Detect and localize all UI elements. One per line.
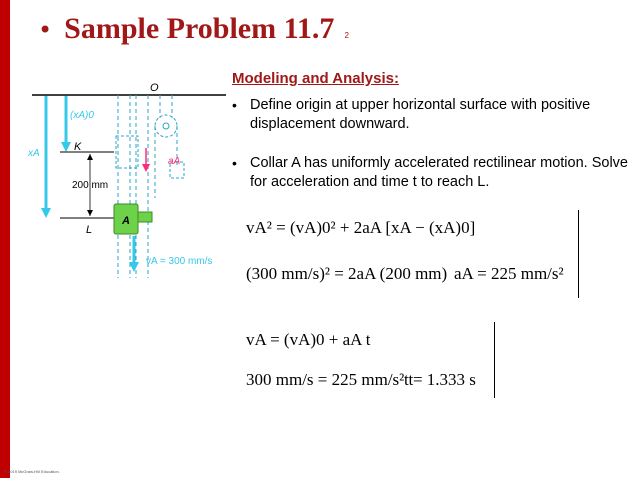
- label-aA: aA: [168, 156, 181, 167]
- bullet-2: [232, 154, 630, 192]
- equation-4-left: 300 mm/s = 225 mm/s² t: [246, 370, 414, 389]
- label-200mm: 200 mm: [72, 180, 109, 191]
- label-xA0: (xA)0: [70, 110, 94, 121]
- equation-divider-2: [494, 322, 495, 398]
- label-O: O: [150, 82, 159, 94]
- slide-number: 2: [344, 31, 349, 40]
- equation-4-right: t = 1.333 s: [404, 370, 476, 389]
- equation-2-left: (300 mm/s)² = 2aA (200 mm): [246, 264, 448, 283]
- bullet-2-text: Collar A has uniformly accelerated rectilinear motion. Solve for acceleration and time t to reach L.: [250, 155, 628, 190]
- bullet-1: [232, 96, 630, 134]
- collar-diagram: [30, 78, 260, 338]
- label-xA: xA: [28, 148, 40, 159]
- label-K: K: [74, 141, 82, 153]
- equation-2-right: aA = 225 mm/s²: [454, 264, 564, 283]
- title-row: [38, 12, 349, 60]
- equation-divider-1: [578, 210, 579, 298]
- label-vA: vA = 300 mm/s: [146, 256, 213, 267]
- slide-title: Sample Problem 11.7: [64, 12, 335, 45]
- label-A: A: [122, 215, 130, 227]
- section-heading: Modeling and Analysis:: [232, 70, 399, 87]
- equation-3: vA = (vA)0 + aA t: [246, 330, 371, 349]
- bullet-dot: •: [232, 155, 237, 171]
- title-bullet: •: [38, 16, 53, 44]
- left-accent-band: [0, 0, 10, 478]
- copyright-notice: © 2019 McGraw-Hill Education.: [4, 469, 60, 474]
- bullet-1-text: Define origin at upper horizontal surface with positive displacement downward.: [250, 97, 591, 132]
- label-L: L: [86, 224, 93, 236]
- bullet-dot: •: [232, 97, 237, 113]
- equation-1: vA² = (vA)0² + 2aA [xA − (xA)0]: [246, 218, 476, 237]
